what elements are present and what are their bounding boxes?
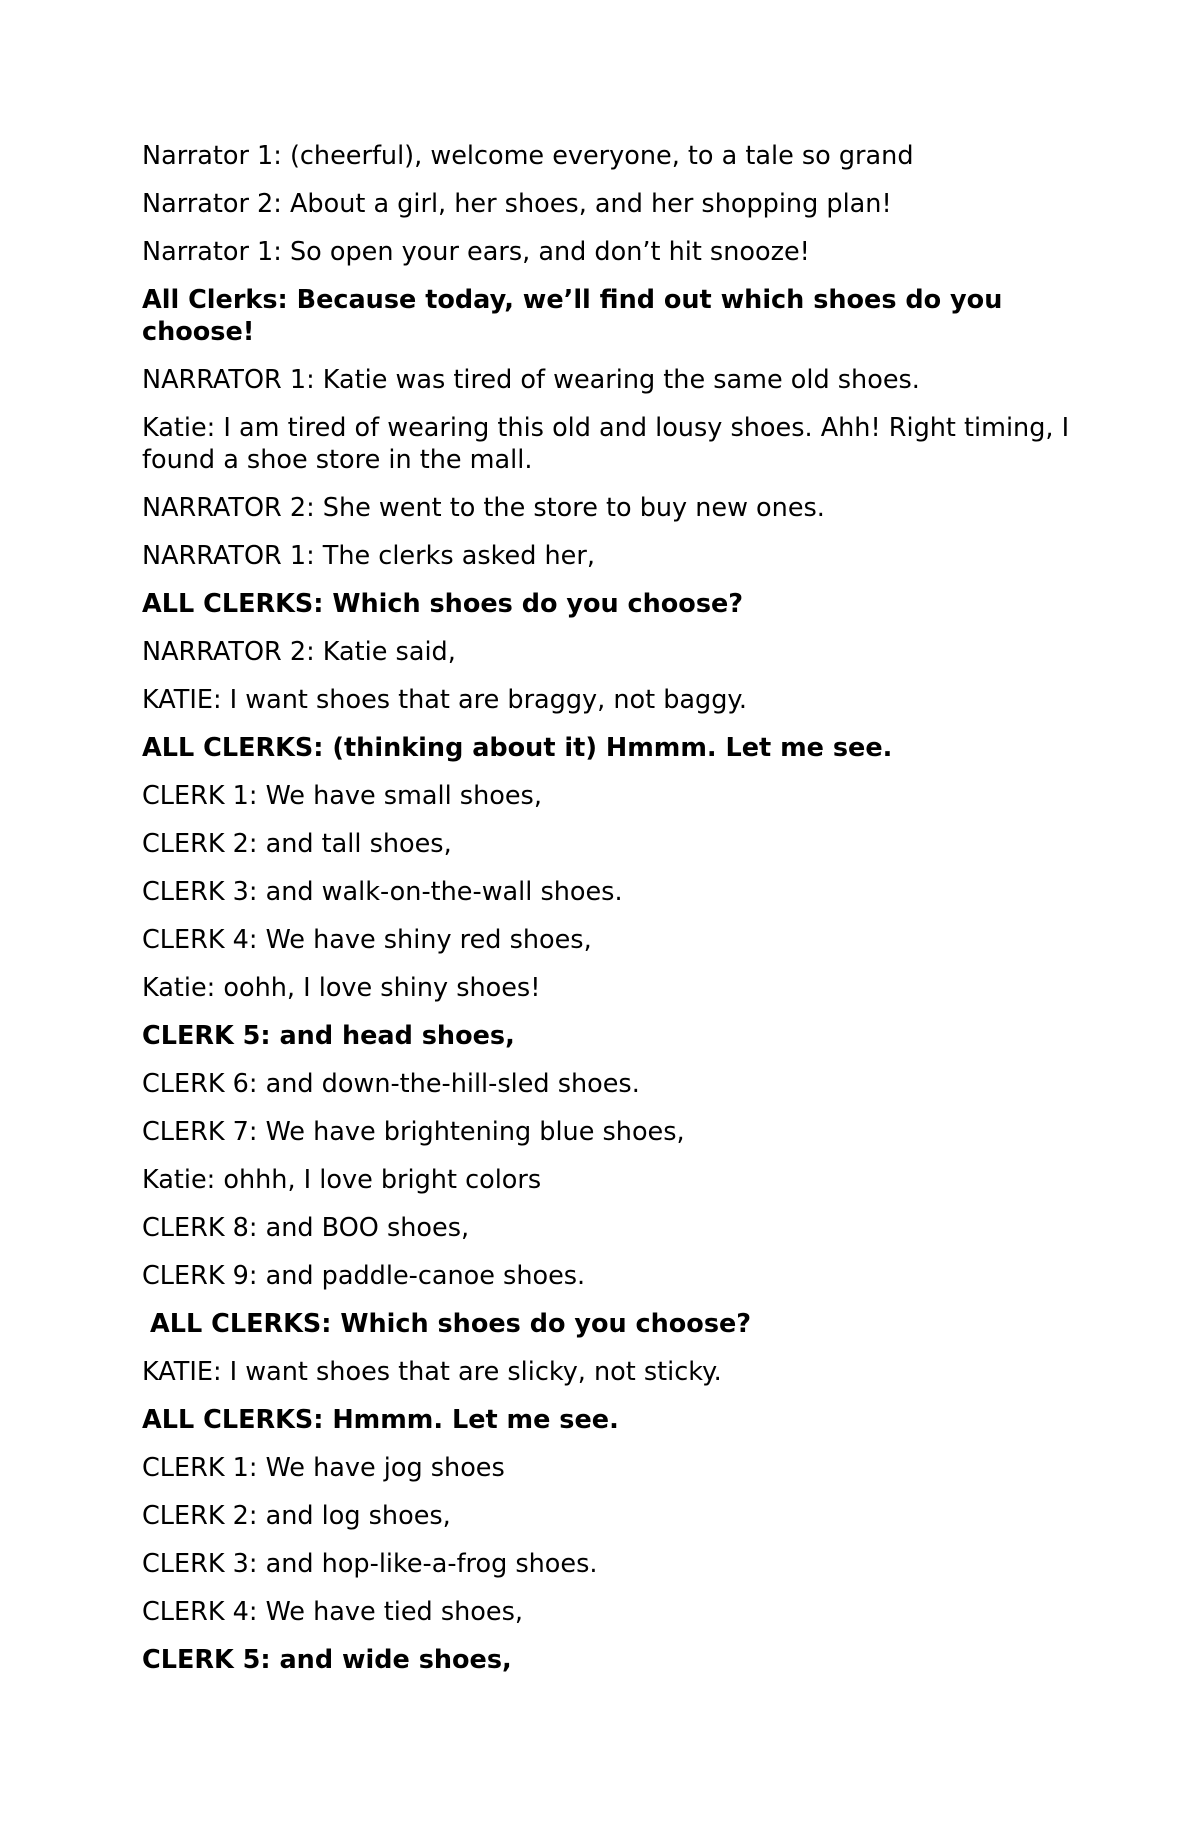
script-line: Narrator 1: So open your ears, and don’t hit snooze! xyxy=(142,237,810,267)
script-line: CLERK 3: and walk-on-the-wall shoes. xyxy=(142,877,623,907)
script-line: CLERK 2: and tall shoes, xyxy=(142,829,452,859)
script-line: Narrator 2: About a girl, her shoes, and her shopping plan! xyxy=(142,189,892,219)
script-line: KATIE: I want shoes that are slicky, not sticky. xyxy=(142,1357,722,1387)
script-line: NARRATOR 2: She went to the store to buy new ones. xyxy=(142,493,825,523)
script-line: ALL CLERKS: (thinking about it) Hmmm. Let me see. xyxy=(142,733,893,763)
script-line: ALL CLERKS: Hmmm. Let me see. xyxy=(142,1405,619,1435)
script-line: ALL CLERKS: Which shoes do you choose? xyxy=(150,1309,752,1339)
script-line: ALL CLERKS: Which shoes do you choose? xyxy=(142,589,744,619)
script-line: CLERK 4: We have tied shoes, xyxy=(142,1597,523,1627)
script-line: CLERK 5: and head shoes, xyxy=(142,1021,515,1051)
script-line: CLERK 2: and log shoes, xyxy=(142,1501,451,1531)
script-line: All Clerks: Because today, we’ll find out which shoes do you choose! xyxy=(142,285,1003,347)
script-body xyxy=(142,140,1072,1692)
script-line: CLERK 4: We have shiny red shoes, xyxy=(142,925,592,955)
script-line: CLERK 5: and wide shoes, xyxy=(142,1645,512,1675)
script-line: NARRATOR 2: Katie said, xyxy=(142,637,456,667)
script-line: CLERK 7: We have brightening blue shoes, xyxy=(142,1117,685,1147)
script-line: Narrator 1: (cheerful), welcome everyone, to a tale so grand xyxy=(142,141,914,171)
script-line: Katie: oohh, I love shiny shoes! xyxy=(142,973,541,1003)
script-line: CLERK 9: and paddle-canoe shoes. xyxy=(142,1261,586,1291)
script-line: Katie: ohhh, I love bright colors xyxy=(142,1165,542,1195)
script-line: CLERK 6: and down-the-hill-sled shoes. xyxy=(142,1069,640,1099)
script-line: KATIE: I want shoes that are braggy, not baggy. xyxy=(142,685,747,715)
script-line: CLERK 1: We have small shoes, xyxy=(142,781,542,811)
script-line: CLERK 8: and BOO shoes, xyxy=(142,1213,470,1243)
script-line: CLERK 1: We have jog shoes xyxy=(142,1453,505,1483)
script-line: CLERK 3: and hop-like-a-frog shoes. xyxy=(142,1549,598,1579)
script-line: NARRATOR 1: The clerks asked her, xyxy=(142,541,595,571)
script-line: NARRATOR 1: Katie was tired of wearing the same old shoes. xyxy=(142,365,920,395)
script-line: Katie: I am tired of wearing this old and lousy shoes. Ahh! Right timing, I found a shoe store in the mall. xyxy=(142,413,1070,475)
